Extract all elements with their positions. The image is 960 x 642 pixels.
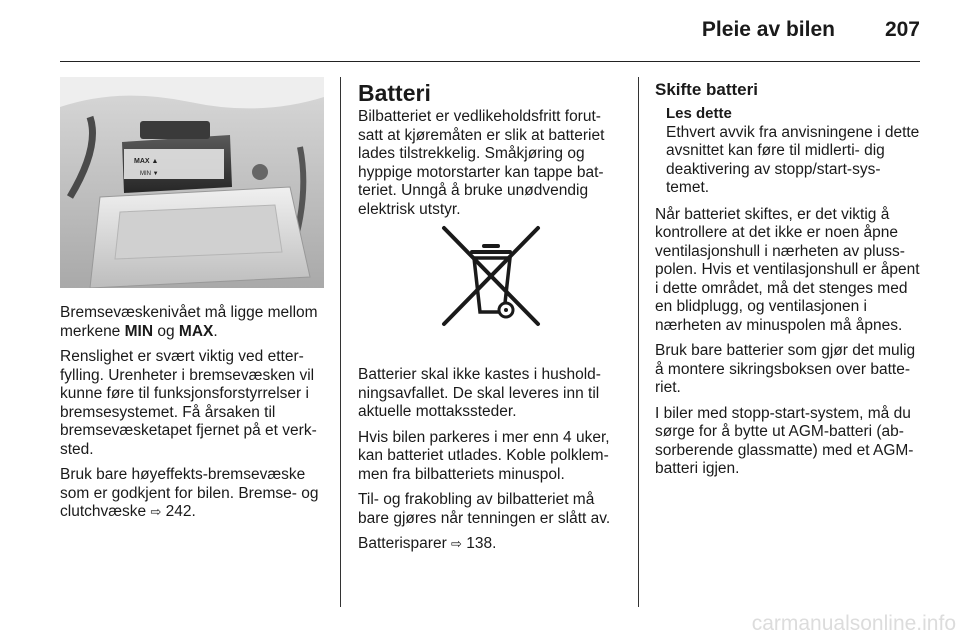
brake-fluid-level-paragraph	[60, 304, 326, 341]
fusebox-paragraph: Bruk bare batterier som gjør det mulig å montere sikringsboksen over batte- riet.	[655, 342, 916, 396]
battery-intro-paragraph: Bilbatteriet er vedlikeholdsfritt forut- satt at kjøremåten er slik at batteriet lades tilstrekkelig. Småkjøring og hyppige motorstarter kan tappe bat- teriet. Unngå å bruke unødvendig elektrisk utstyr.	[358, 108, 605, 218]
text-run: Bruk bare høyeffekts-bremsevæske som er godkjent for bilen. Bremse- og clutchvæske	[60, 466, 319, 520]
battery-saver-paragraph	[358, 535, 624, 555]
text-run: Batterisparer	[358, 535, 452, 552]
text-run: .	[191, 503, 196, 520]
crossed-out-wheelie-bin-icon	[436, 222, 546, 330]
min-label: MIN	[124, 322, 154, 340]
text-run: Bremsevæskenivået må ligge mellom merkene	[60, 304, 318, 340]
ignition-paragraph: Til- og frakobling av bilbatteriet må bare gjøres når tenningen er slått av.	[358, 491, 611, 527]
cross-reference-arrow-icon: ⇨	[451, 537, 462, 552]
note-title: Les dette	[666, 105, 732, 122]
note-body: Ethvert avvik fra anvisningene i dette avsnittet kan føre til midlerti- dig deaktivering av stopp/start-sys- temet.	[666, 123, 920, 196]
reservoir-body	[115, 205, 282, 259]
parking-paragraph: Hvis bilen parkeres i mer enn 4 uker, kan batteriet utlades. Koble polklem- men fra bilbatteriets minuspol.	[358, 428, 610, 483]
column-divider-1	[340, 77, 341, 607]
min-mark: MIN ▼	[140, 171, 159, 177]
max-label: MAX	[178, 322, 214, 340]
page-reference-link[interactable]: 138	[466, 535, 493, 552]
cross-reference-arrow-icon: ⇨	[150, 505, 162, 520]
disposal-paragraph: Batterier skal ikke kastes i hushold- ningsavfallet. De skal leveres inn til aktuelle mottakssteder.	[358, 366, 601, 420]
brake-fluid-reservoir-photo	[60, 77, 324, 288]
column-divider-2	[638, 77, 639, 607]
cleanliness-paragraph: Renslighet er svært viktig ved etter- fylling. Urenheter i bremsevæsken vil kunne føre til funksjonsforstyrrelser i bremsesystemet. Få årsaken til bremsevæsketapet fjernet på et verk- sted.	[60, 348, 317, 458]
header-divider	[60, 61, 920, 62]
column-1	[60, 304, 326, 530]
replace-battery-heading: Skifte batteri	[655, 80, 758, 99]
watermark: carmanualsonline.info	[751, 612, 956, 635]
text-run: .	[213, 322, 218, 340]
cap-top	[140, 121, 210, 139]
text-run: .	[492, 535, 497, 552]
section-title: Pleie av bilen	[701, 18, 835, 41]
bolt	[252, 164, 268, 180]
column-3	[655, 80, 921, 486]
max-mark: MAX ▲	[134, 158, 159, 165]
brake-fluid-type-paragraph	[60, 466, 326, 523]
battery-heading: Batteri	[358, 80, 431, 106]
page-reference-link[interactable]: 242	[165, 503, 192, 520]
agm-battery-paragraph: I biler med stopp-start-system, må du sørge for å bytte ut AGM-batteri (ab- sorberende glassmatte) med et AGM- batteri igjen.	[655, 404, 914, 477]
text-run: og	[153, 322, 179, 340]
note-box	[655, 105, 921, 198]
page-number: 207	[884, 18, 920, 41]
ventilation-paragraph: Når batteriet skiftes, er det viktig å kontrollere at det ikke er noen åpne ventilasjonshull i nærheten av pluss- polen. Hvis et ventilasjonshull er åpent i dette området, må det stenges med en blidplugg, og ventilasjonen i nærheten av minuspolen må åpnes.	[655, 205, 920, 334]
